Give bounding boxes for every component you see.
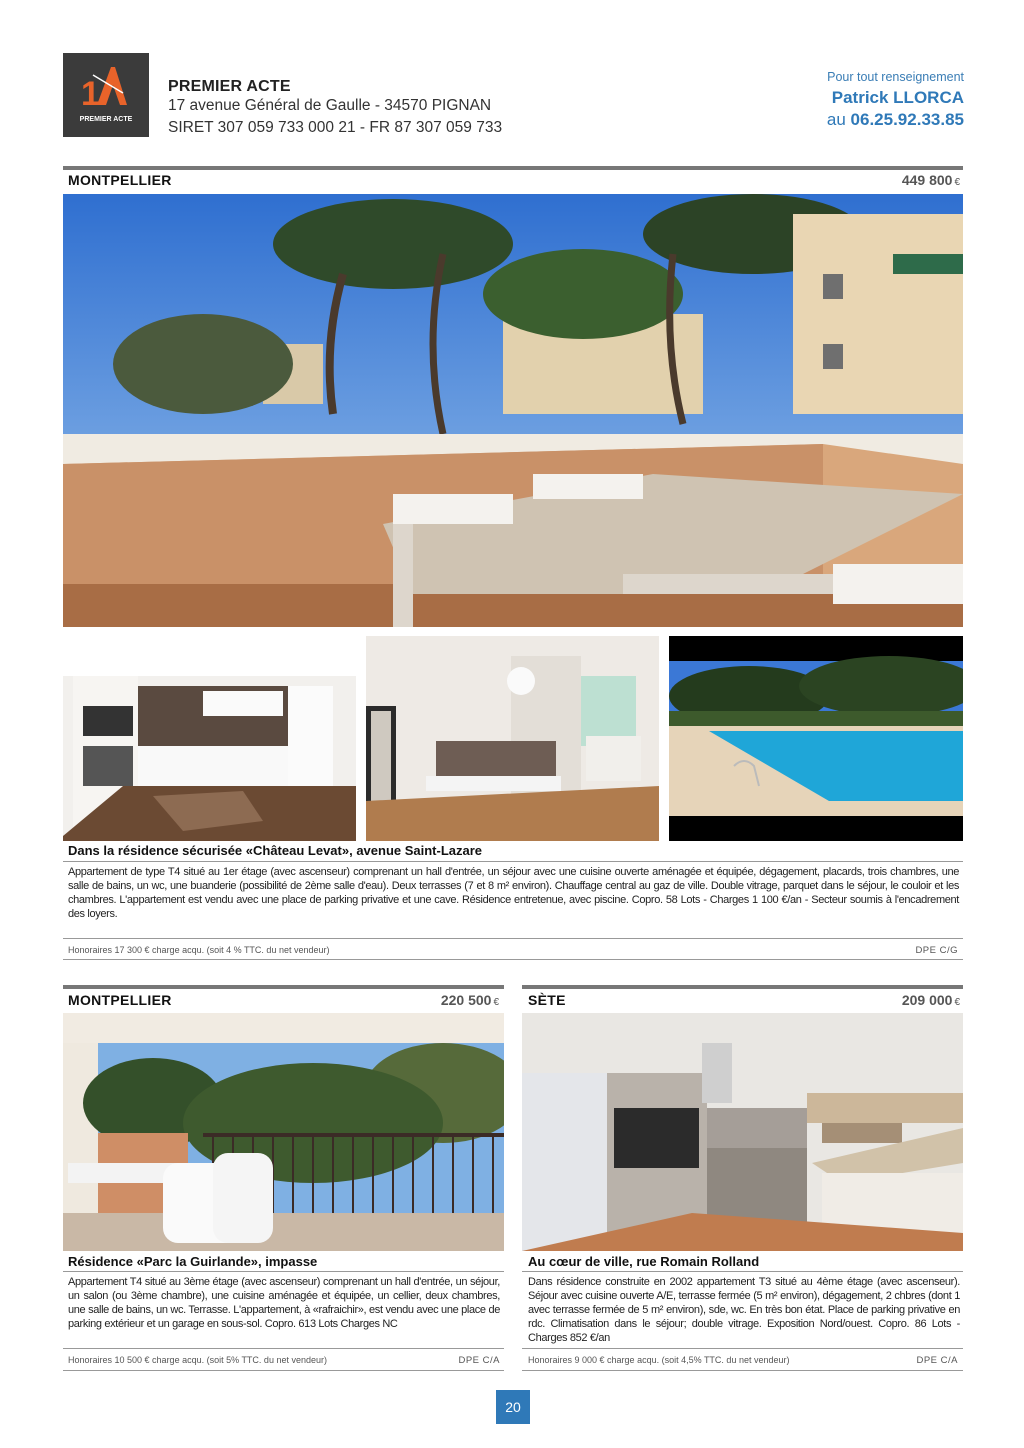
listing3-footer-divider — [522, 1348, 963, 1349]
listing3-city: SÈTE — [528, 992, 566, 1008]
listing1-currency: € — [954, 177, 960, 188]
listing3-dpe: DPE C/A — [916, 1355, 958, 1366]
agency-name: PREMIER ACTE — [168, 78, 291, 95]
svg-text:PREMIER ACTE: PREMIER ACTE — [79, 116, 133, 123]
listing2-currency: € — [493, 997, 499, 1008]
page-number: 20 — [496, 1390, 530, 1424]
listing3-fees: Honoraires 9 000 € charge acqu. (soit 4,5% TTC. du net vendeur) — [528, 1355, 790, 1365]
listing1-dpe: DPE C/G — [915, 945, 958, 956]
listing3-price — [902, 992, 960, 1008]
agency-address: 17 avenue Général de Gaulle - 34570 PIGNAN — [168, 97, 492, 114]
listing3-price-value: 209 000 — [901, 992, 953, 1008]
contact-phone-number[interactable]: 06.25.92.33.85 — [850, 110, 964, 129]
listing1-fees: Honoraires 17 300 € charge acqu. (soit 4 % TTC. du net vendeur) — [68, 945, 330, 955]
contact-name: Patrick LLORCA — [831, 88, 964, 107]
listing3-kitchen-photo — [522, 1013, 963, 1251]
listing1-main-photo — [63, 194, 963, 627]
listing3-bottom-divider — [522, 1370, 963, 1371]
listing2-bottom-divider — [63, 1370, 504, 1371]
listing1-title: Dans la résidence sécurisée «Château Levat», avenue Saint-Lazare — [68, 843, 483, 858]
listing3-title: Au cœur de ville, rue Romain Rolland — [528, 1254, 760, 1269]
listing2-dpe: DPE C/A — [458, 1355, 500, 1366]
agency-siret: SIRET 307 059 733 000 21 - FR 87 307 059 733 — [168, 119, 503, 136]
listing1-city: MONTPELLIER — [68, 172, 172, 188]
listing2-description: Appartement T4 situé au 3ème étage (avec ascenseur) comprenant un hall d'entrée, un séjour, un salon (ou 3ème chambre), une cuisine aménagée et équipée, un cellier, deux chambres, une salle de bains, un wc. Terrasse. L'appartement, à «rafraichir», est vendu avec une place de parking extérieur et un garage en sous-sol. Copro. 613 Lots Charges NC — [68, 1276, 500, 1330]
listing1-bottom-divider — [63, 959, 963, 960]
listing1-kitchen-photo — [63, 636, 356, 841]
listing1-title-divider — [63, 861, 963, 862]
listing2-city: MONTPELLIER — [68, 992, 172, 1008]
listing3-title-divider — [522, 1271, 963, 1272]
listing3-description: Dans résidence construite en 2002 appartement T3 situé au 4ème étage (avec ascenseur). Séjour avec cuisine ouverte A/E, terrasse fermée (5 m² environ), dégagement, 2 chbres (dont 1 avec terrasse fermée de 5 m² environ), sde, wc. En très bon état. Place de parking privative en rdc. Climatisation dans le séjour; double vitrage. Exposition Nord/ouest. Copro. 86 Lots - Charges 852 €/an — [528, 1276, 960, 1344]
listing2-footer-divider — [63, 1348, 504, 1349]
listing2-terrace-photo — [63, 1013, 504, 1251]
listing3-currency: € — [954, 997, 960, 1008]
contact-intro: Pour tout renseignement — [827, 70, 964, 84]
listing1-top-bar — [63, 166, 963, 170]
listing2-price — [300, 992, 499, 1008]
listing2-price-value: 220 500 — [440, 992, 492, 1008]
listing2-title-divider — [63, 1271, 504, 1272]
listing2-fees: Honoraires 10 500 € charge acqu. (soit 5% TTC. du net vendeur) — [68, 1355, 327, 1365]
listing1-description: Appartement de type T4 situé au 1er étage (avec ascenseur) comprenant un hall d'entrée, un séjour avec une cuisine ouverte aménagée et équipée, dégagement, placards, trois chambres, une salle de bains, un wc, une buanderie (possibilité de 2ème salle d'eau). Deux terrasses (7 et 8 m² environ). Chauffage central au gaz de ville. Double vitrage, parquet dans le séjour, le couloir et les chambres. L'appartement est vendu avec une place de parking privative et une cave. Résidence entretenue, avec piscine. Copro. 58 Lots - Charges 1 100 €/an - Secteur soumis à l'encadrement des loyers. — [68, 866, 959, 920]
listing1-price-value: 449 800 — [901, 172, 953, 188]
listing2-title: Résidence «Parc la Guirlande», impasse — [68, 1254, 318, 1269]
listing1-bedroom-photo — [366, 636, 659, 841]
listing3-top-bar — [522, 985, 963, 989]
contact-phone-prefix: au — [826, 110, 846, 129]
agency-logo — [63, 53, 149, 137]
contact-phone[interactable] — [827, 110, 964, 130]
listing1-price — [902, 172, 960, 188]
svg-text:1: 1 — [81, 75, 100, 113]
listing2-top-bar — [63, 985, 504, 989]
listing1-footer-divider — [63, 938, 963, 939]
listing1-pool-photo — [669, 636, 963, 841]
